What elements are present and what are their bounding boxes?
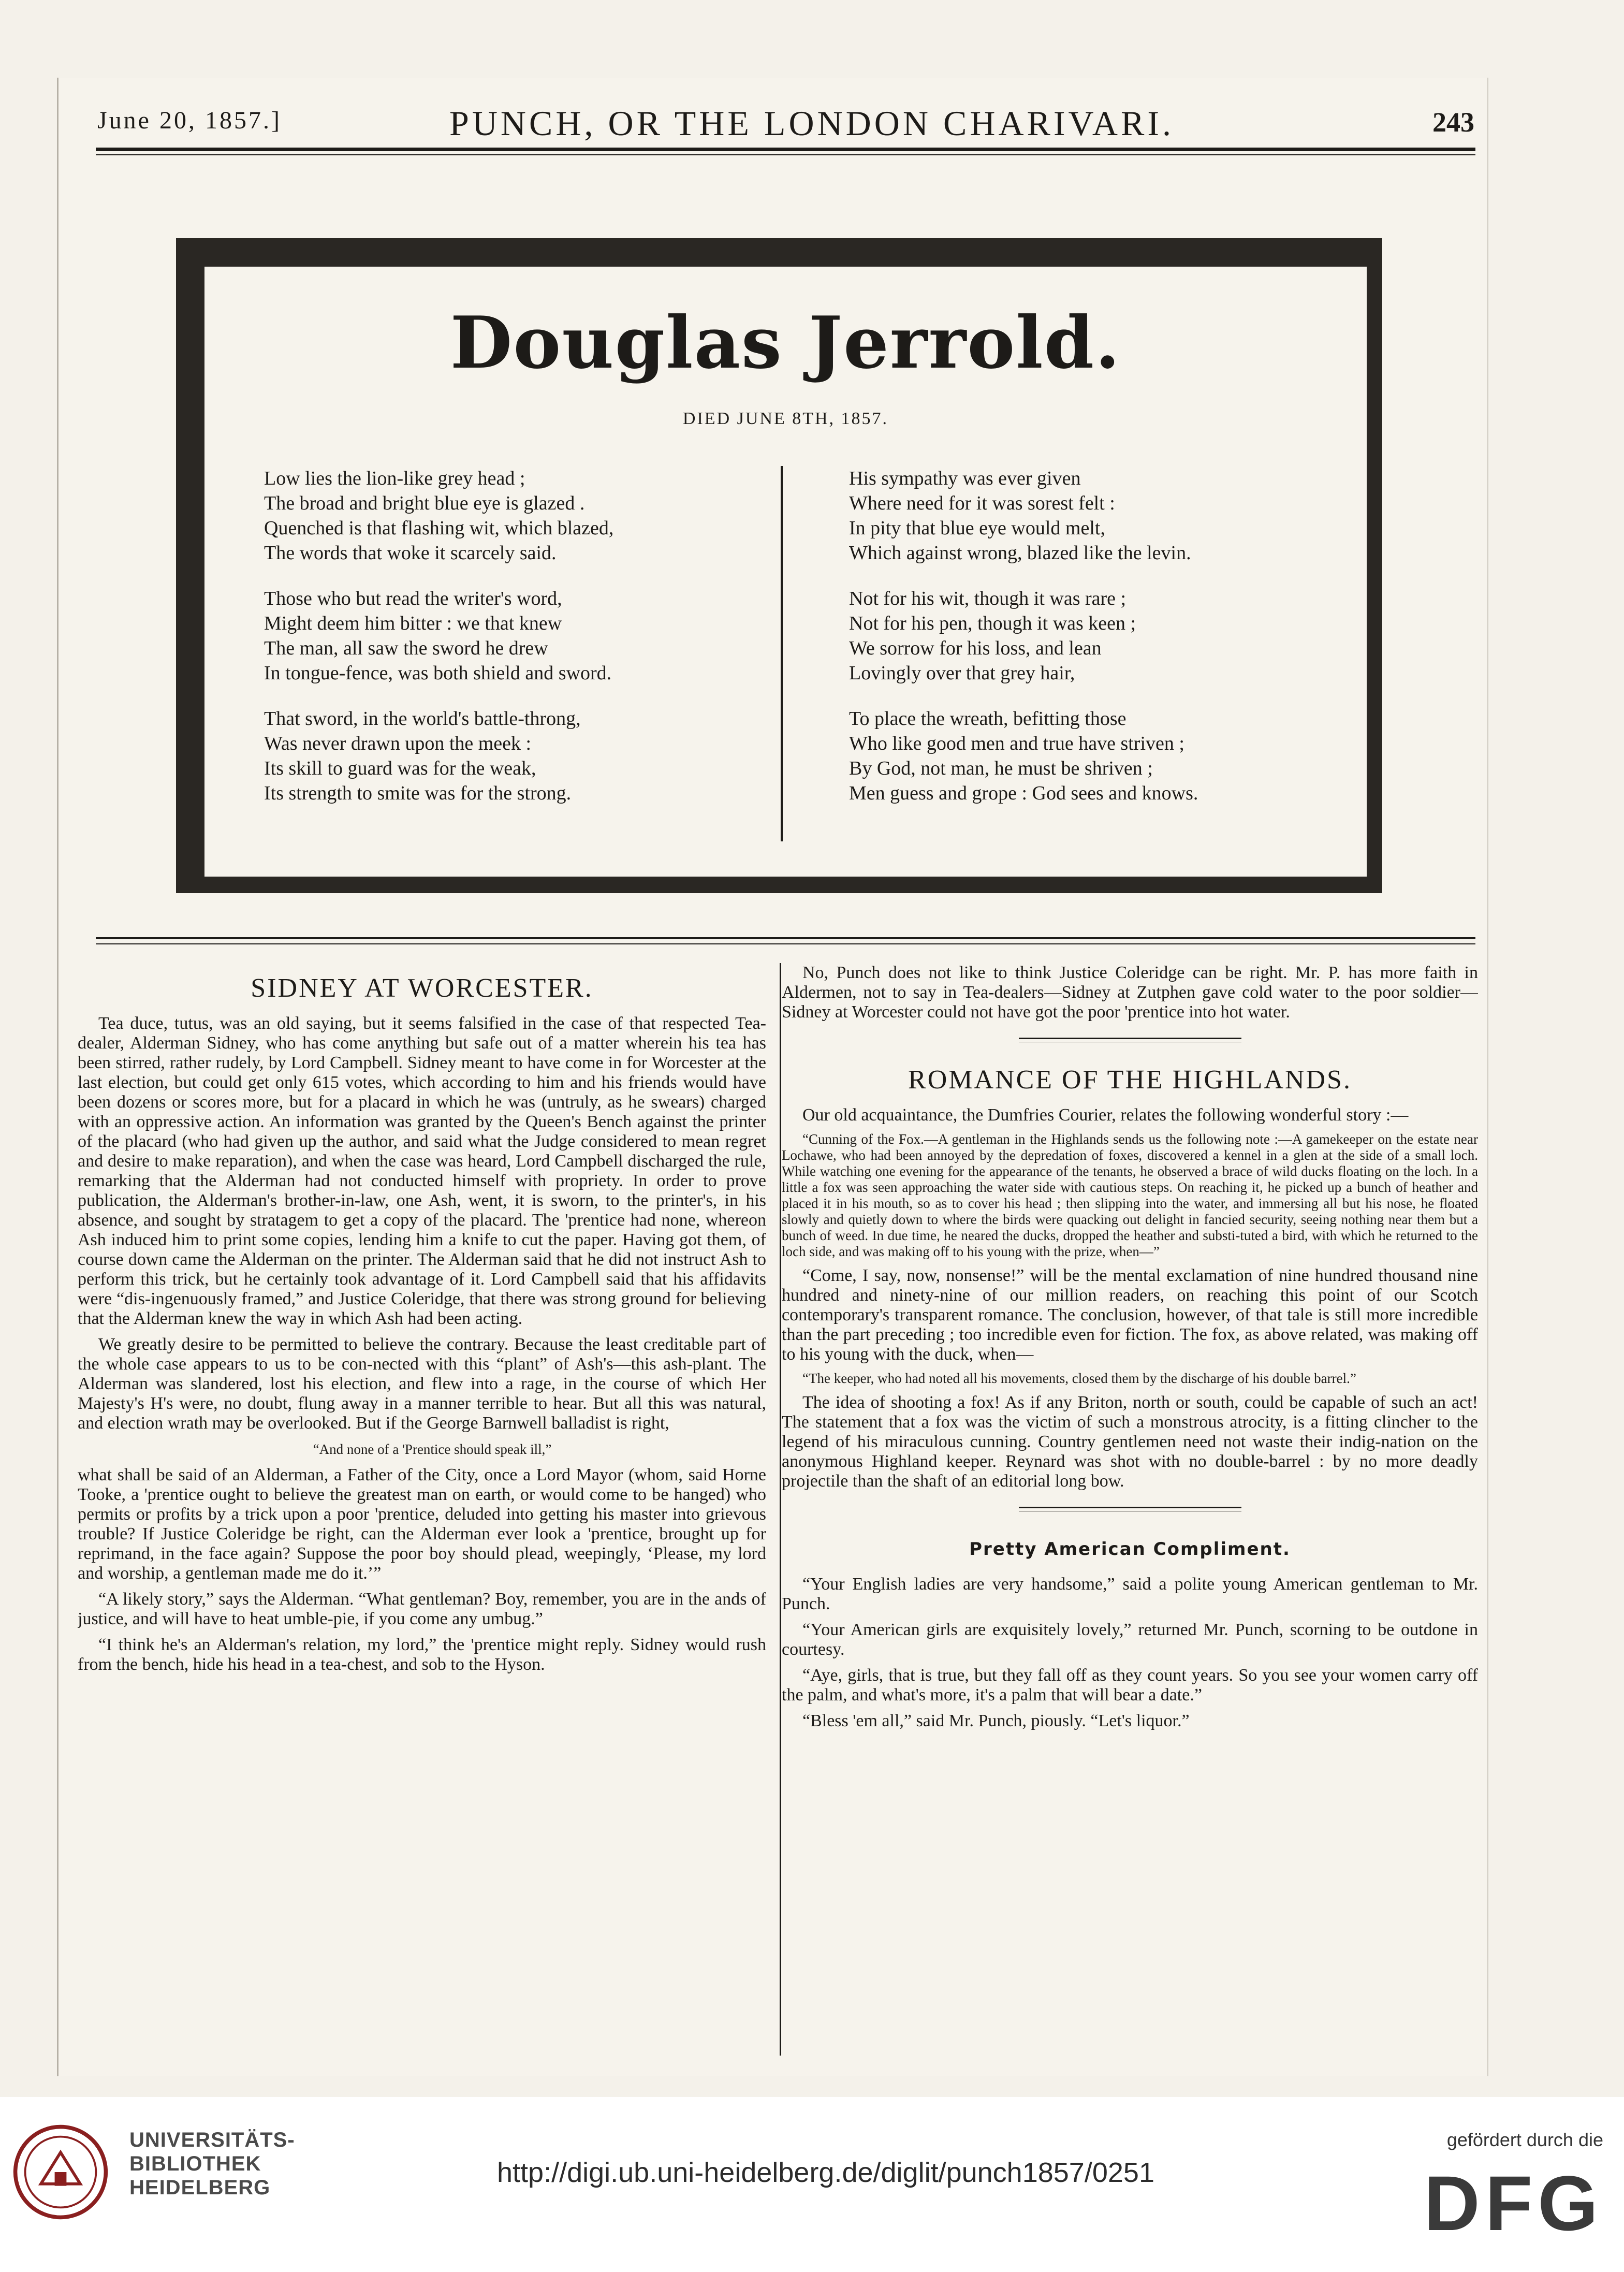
funded-by-label: gefördert durch die (1446, 2129, 1603, 2150)
poem-line: Its strength to smite was for the strong. (264, 782, 572, 804)
column-divider (780, 963, 781, 2056)
poem-line: Those who but read the writer's word, (264, 588, 562, 609)
paragraph: what shall be said of an Alderman, a Father of the City, once a Lord Mayor (whom, said Horne Tooke, a 'prentice ought to believe the greatest man on earth, or would come to be hanged) who permits or profits by a trick upon a poor 'prentice, deluded into getting his master into grievous trouble? If Justice Coleridge be right, can the Alderman ever look a 'prentice, brought up for reprimand, in the face again? Suppose the poor boy should plead, weepingly, ‘Please, my lord and worship, a gentleman made me do it.’” (78, 1465, 766, 1583)
poem-line: Might deem him bitter : we that knew (264, 613, 562, 634)
stanza (849, 586, 1198, 686)
poem-line: Not for his wit, though it was rare ; (849, 588, 1126, 609)
article-title: ROMANCE OF THE HIGHLANDS. (908, 1065, 1352, 1095)
poem-line: In tongue-fence, was both shield and sword. (264, 662, 612, 684)
poem-line: The broad and bright blue eye is glazed . (264, 492, 585, 514)
poem-line: Where need for it was sorest felt : (849, 492, 1115, 514)
poem-line: That sword, in the world's battle-throng, (264, 708, 581, 730)
paragraph: Our old acquaintance, the Dumfries Courier, relates the following wonderful story :— (802, 1105, 1409, 1125)
poem-line: Low lies the lion-like grey head ; (264, 468, 525, 489)
source-url-link[interactable]: http://digi.ub.uni-heidelberg.de/diglit/punch1857/0251 (497, 2157, 1154, 2188)
poem-line: Which against wrong, blazed like the levin. (849, 542, 1191, 564)
stanza (849, 466, 1198, 565)
article-title: SIDNEY AT WORCESTER. (251, 979, 593, 1003)
stanza (264, 586, 613, 686)
paragraph: “Your English ladies are very handsome,” said a polite young American gentleman to Mr. Punch. (782, 1575, 1478, 1613)
block-quote: “Cunning of the Fox.—A gentleman in the Highlands sends us the following note :—A gamekeeper on the estate near Lochawe, who had been annoyed by the depredation of foxes, discovered a kennel in a glen at the side of a small loch. While watching one evening for the appearance of the tenants, he observed a brace of wild ducks floating on the loch. In a little a fox was seen approaching the water side with cautious steps. On reaching it, he picked up a bunch of heather and placed it in his mouth, so as to cover his head ; then slipping into the water, and immersing all but his nose, he floated slowly and quietly down to where the birds were quacking out delight in fancied security, seeing nothing near them but a bunch of weed. In due time, he neared the ducks, dropped the heather and substi-tuted a bird, with which he returned to the loch side, and was making off to his young with the prize, when—” (782, 1131, 1478, 1259)
poem-line: His sympathy was ever given (849, 468, 1081, 489)
paragraph: “A likely story,” says the Alderman. “What gentleman? Boy, remember, you are in the ands of justice, and will have to heat umble-pie, if you come any umbug.” (78, 1590, 766, 1628)
section-rule-thin (96, 943, 1475, 944)
paragraph: “Your American girls are exquisitely lovely,” returned Mr. Punch, scorning to be outdone in courtesy. (782, 1620, 1478, 1659)
publication-title: PUNCH, OR THE LONDON CHARIVARI. (449, 104, 1175, 143)
library-name-line: BIBLIOTHEK (129, 2152, 261, 2175)
stanza (849, 706, 1198, 806)
poem-line: In pity that blue eye would melt, (849, 517, 1105, 539)
header-rule-thin (96, 154, 1475, 155)
poem-line: Men guess and grope : God sees and knows. (849, 782, 1198, 804)
block-quote: “The keeper, who had noted all his movements, closed them by the discharge of his double barrel.” (802, 1371, 1356, 1386)
poem-line: Lovingly over that grey hair, (849, 662, 1075, 684)
poem-line: Was never drawn upon the meek : (264, 733, 532, 754)
paragraph: No, Punch does not like to think Justice Coleridge can be right. Mr. P. has more faith in Aldermen, not to say in Tea-dealers—Sidney at Zutphen gave cold water to the poor soldier—Sidney at Worcester could not have got the poor 'prentice into hot water. (782, 963, 1478, 1022)
right-column (782, 963, 1478, 2056)
paragraph: “Bless 'em all,” said Mr. Punch, piously. “Let's liquor.” (802, 1711, 1190, 1730)
dfg-logo: DFG (1424, 2160, 1603, 2247)
library-name (129, 2128, 295, 2200)
poem-line: The words that woke it scarcely said. (264, 542, 557, 564)
poem-line: The man, all saw the sword he drew (264, 637, 548, 659)
paragraph: We greatly desire to be permitted to believe the contrary. Because the least creditable part of the whole case appears to us to be con-nected with this “plant” of Ash's—this ash-plant. The Alderman was slandered, lost his election, and flew into a rage, in the course of which Her Majesty's H's were, no doubt, flung away in a manner terrible to hear. But all this was natural, and election wrath may be overlooked. But if the George Barnwell balladist is right, (78, 1335, 766, 1433)
poem-left-column (264, 466, 613, 826)
paragraph: “I think he's an Alderman's relation, my lord,” the 'prentice might reply. Sidney would rush from the bench, hide his head in a tea-chest, and sob to the Hyson. (78, 1635, 766, 1674)
left-column (78, 979, 766, 2056)
article-separator (1019, 1507, 1241, 1508)
poem-line: Its skill to guard was for the weak, (264, 758, 536, 779)
ballad-quote: “And none of a 'Prentice should speak ill,” (313, 1441, 552, 1457)
page-header (97, 106, 1474, 142)
poem-line: Who like good men and true have striven ; (849, 733, 1184, 754)
header-rule (96, 148, 1475, 151)
page-number: 243 (1432, 107, 1474, 138)
article-separator (1019, 1038, 1241, 1039)
stanza (264, 466, 613, 565)
obituary-name: Douglas Jerrold. (450, 300, 1121, 385)
poem-line: To place the wreath, befitting those (849, 708, 1126, 730)
library-name-line: HEIDELBERG (129, 2176, 271, 2199)
paragraph: “Aye, girls, that is true, but they fall off as they count years. So you see your women carry off the palm, and what's more, it's a palm that will bear a date.” (782, 1666, 1478, 1705)
poem-line: By God, not man, he must be shriven ; (849, 758, 1153, 779)
poem-right-column (849, 466, 1198, 826)
library-name-line: UNIVERSITÄTS- (129, 2129, 295, 2151)
poem-line: Not for his pen, though it was keen ; (849, 613, 1136, 634)
section-rule (96, 937, 1475, 939)
poem-divider (781, 466, 783, 841)
stanza (264, 706, 613, 806)
university-seal-icon (11, 2123, 110, 2221)
poem-line: We sorrow for his loss, and lean (849, 637, 1102, 659)
issue-date: June 20, 1857.] (97, 107, 282, 134)
paragraph: Tea duce, tutus, was an old saying, but it seems falsified in the case of that respected Tea-dealer, Alderman Sidney, who has come anything but safe out of a matter wherein his tea has been stirred, rather rudely, by Lord Campbell. Sidney meant to have come in for Worcester at the last election, but could get only 615 votes, which according to him and his friends would have been dozens or scores more, but for a placard in which he was (untruly, as he swears) charged with an oppressive action. An information was granted by the Queen's Bench against the printer of the placard (who had given up the author, and said what the Judge considered to mean regret and desire to make reparation), and when the case was heard, Lord Campbell discharged the rule, remarking that the Alderman had not conducted himself with propriety. In order to prove publication, the Alderman's brother-in-law, one Ash, went, it is sworn, to the printer's, in his absence, and sought by stratagem to get a copy of the placard. The 'prentice had none, whereon Ash induced him to print some copies, lending him a knife to cut the paper. Having got them, of course down came the Alderman on the printer. The Alderman said that he did not instruct Ash to perform this trick, but he certainly took advantage of it. Lord Campbell said that his affidavits were “dis-ingenuously framed,” and Justice Coleridge, that there was strong ground for believing that the Alderman knew the way in which Ash had been acting. (78, 1014, 766, 1328)
paragraph: “Come, I say, now, nonsense!” will be the mental exclamation of nine hundred thousand nine hundred and ninety-nine of our million readers, on reaching this point of our Scotch contemporary's transparent romance. The conclusion, however, of that tale is still more incredible than the part preceding ; too incredible even for fiction. The fox, as above related, was making off to his young with the duck, when— (782, 1266, 1478, 1364)
obituary-died-date: DIED JUNE 8TH, 1857. (682, 409, 889, 428)
poem-line: Quenched is that flashing wit, which blazed, (264, 517, 614, 539)
article-title: Pretty American Compliment. (969, 1539, 1291, 1560)
paragraph: The idea of shooting a fox! As if any Briton, north or south, could be capable of such an act! The statement that a fox was the victim of such a monstrous atrocity, is a fitting clincher to the legend of his miraculous cunning. Country gentlemen need not waste their indig-nation on the anonymous Highland keeper. Reynard was shot with no double-barrel : by no more deadly projectile than the shaft of an editorial long bow. (782, 1393, 1478, 1491)
